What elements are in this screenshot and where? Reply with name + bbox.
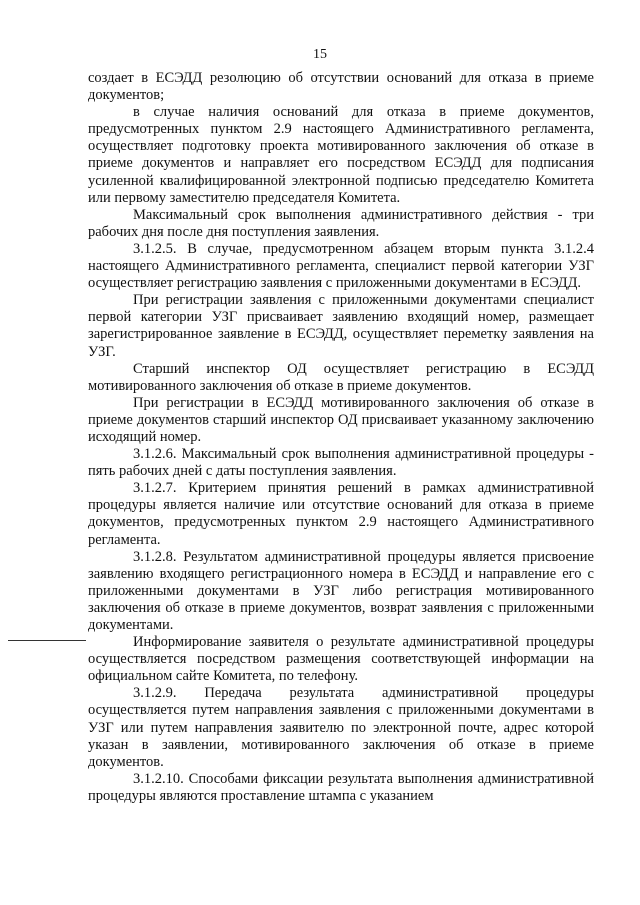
body-text — [88, 70, 594, 805]
paragraph: 3.1.2.8. Результатом административной процедуры является присвоение заявлению входящего регистрационного номера в ЕСЭДД и направление его с приложенными документами в УЗГ либо регистрация мотивированного заключения об отказе в приеме документов, возврат заявления с приложенными документами. — [88, 548, 594, 633]
paragraph: в случае наличия оснований для отказа в приеме документов, предусмотренных пунктом 2.9 настоящего Административного регламента, осуществляет подготовку проекта мотивированного заключения об отказе в приеме документов и направляет его посредством ЕСЭДД для подписания усиленной квалифицированной электронной подписью председателю Комитета или первому заместителю председателя Комитета. — [88, 104, 594, 206]
paragraph: При регистрации заявления с приложенными документами специалист первой категории УЗГ присваивает заявлению входящий номер, размещает зарегистрированное заявление в ЕСЭДД, осуществляет переметку заявления на УЗГ. — [88, 292, 594, 360]
paragraph: 3.1.2.10. Способами фиксации результата выполнения административной процедуры являются проставление штампа с указанием — [88, 770, 594, 804]
paragraph: Старший инспектор ОД осуществляет регистрацию в ЕСЭДД мотивированного заключения об отказе в приеме документов. — [88, 360, 594, 394]
page-number: 15 — [313, 47, 327, 62]
paragraph: При регистрации в ЕСЭДД мотивированного заключения об отказе в приеме документов старший инспектор ОД присваивает указанному заключению исходящий номер. — [88, 394, 594, 445]
paragraph: Информирование заявителя о результате административной процедуры осуществляется посредством размещения соответствующей информации на официальном сайте Комитета, по телефону. — [88, 634, 594, 685]
paragraph: 3.1.2.6. Максимальный срок выполнения административной процедуры - пять рабочих дней с даты поступления заявления. — [88, 446, 594, 480]
paragraph: 3.1.2.7. Критерием принятия решений в рамках административной процедуры является наличие или отсутствие оснований для отказа в приеме документов, предусмотренных пунктом 2.9 настоящего Административного регламента. — [88, 480, 594, 548]
margin-mark-line — [8, 640, 86, 641]
paragraph: создает в ЕСЭДД резолюцию об отсутствии оснований для отказа в приеме документов; — [88, 70, 594, 104]
paragraph: 3.1.2.5. В случае, предусмотренном абзацем вторым пункта 3.1.2.4 настоящего Административного регламента, специалист первой категории УЗГ осуществляет регистрацию заявления с приложенными документами в ЕСЭДД. — [88, 240, 594, 292]
paragraph: 3.1.2.9. Передача результата административной процедуры осуществляется путем направления заявления с приложенными документами в УЗГ или путем направления заявителю по электронной почте, адрес которой указан в заявлении, мотивированного заключения об отказе в приеме документов. — [88, 685, 594, 770]
paragraph: Максимальный срок выполнения административного действия - три рабочих дня после дня поступления заявления. — [88, 206, 594, 240]
